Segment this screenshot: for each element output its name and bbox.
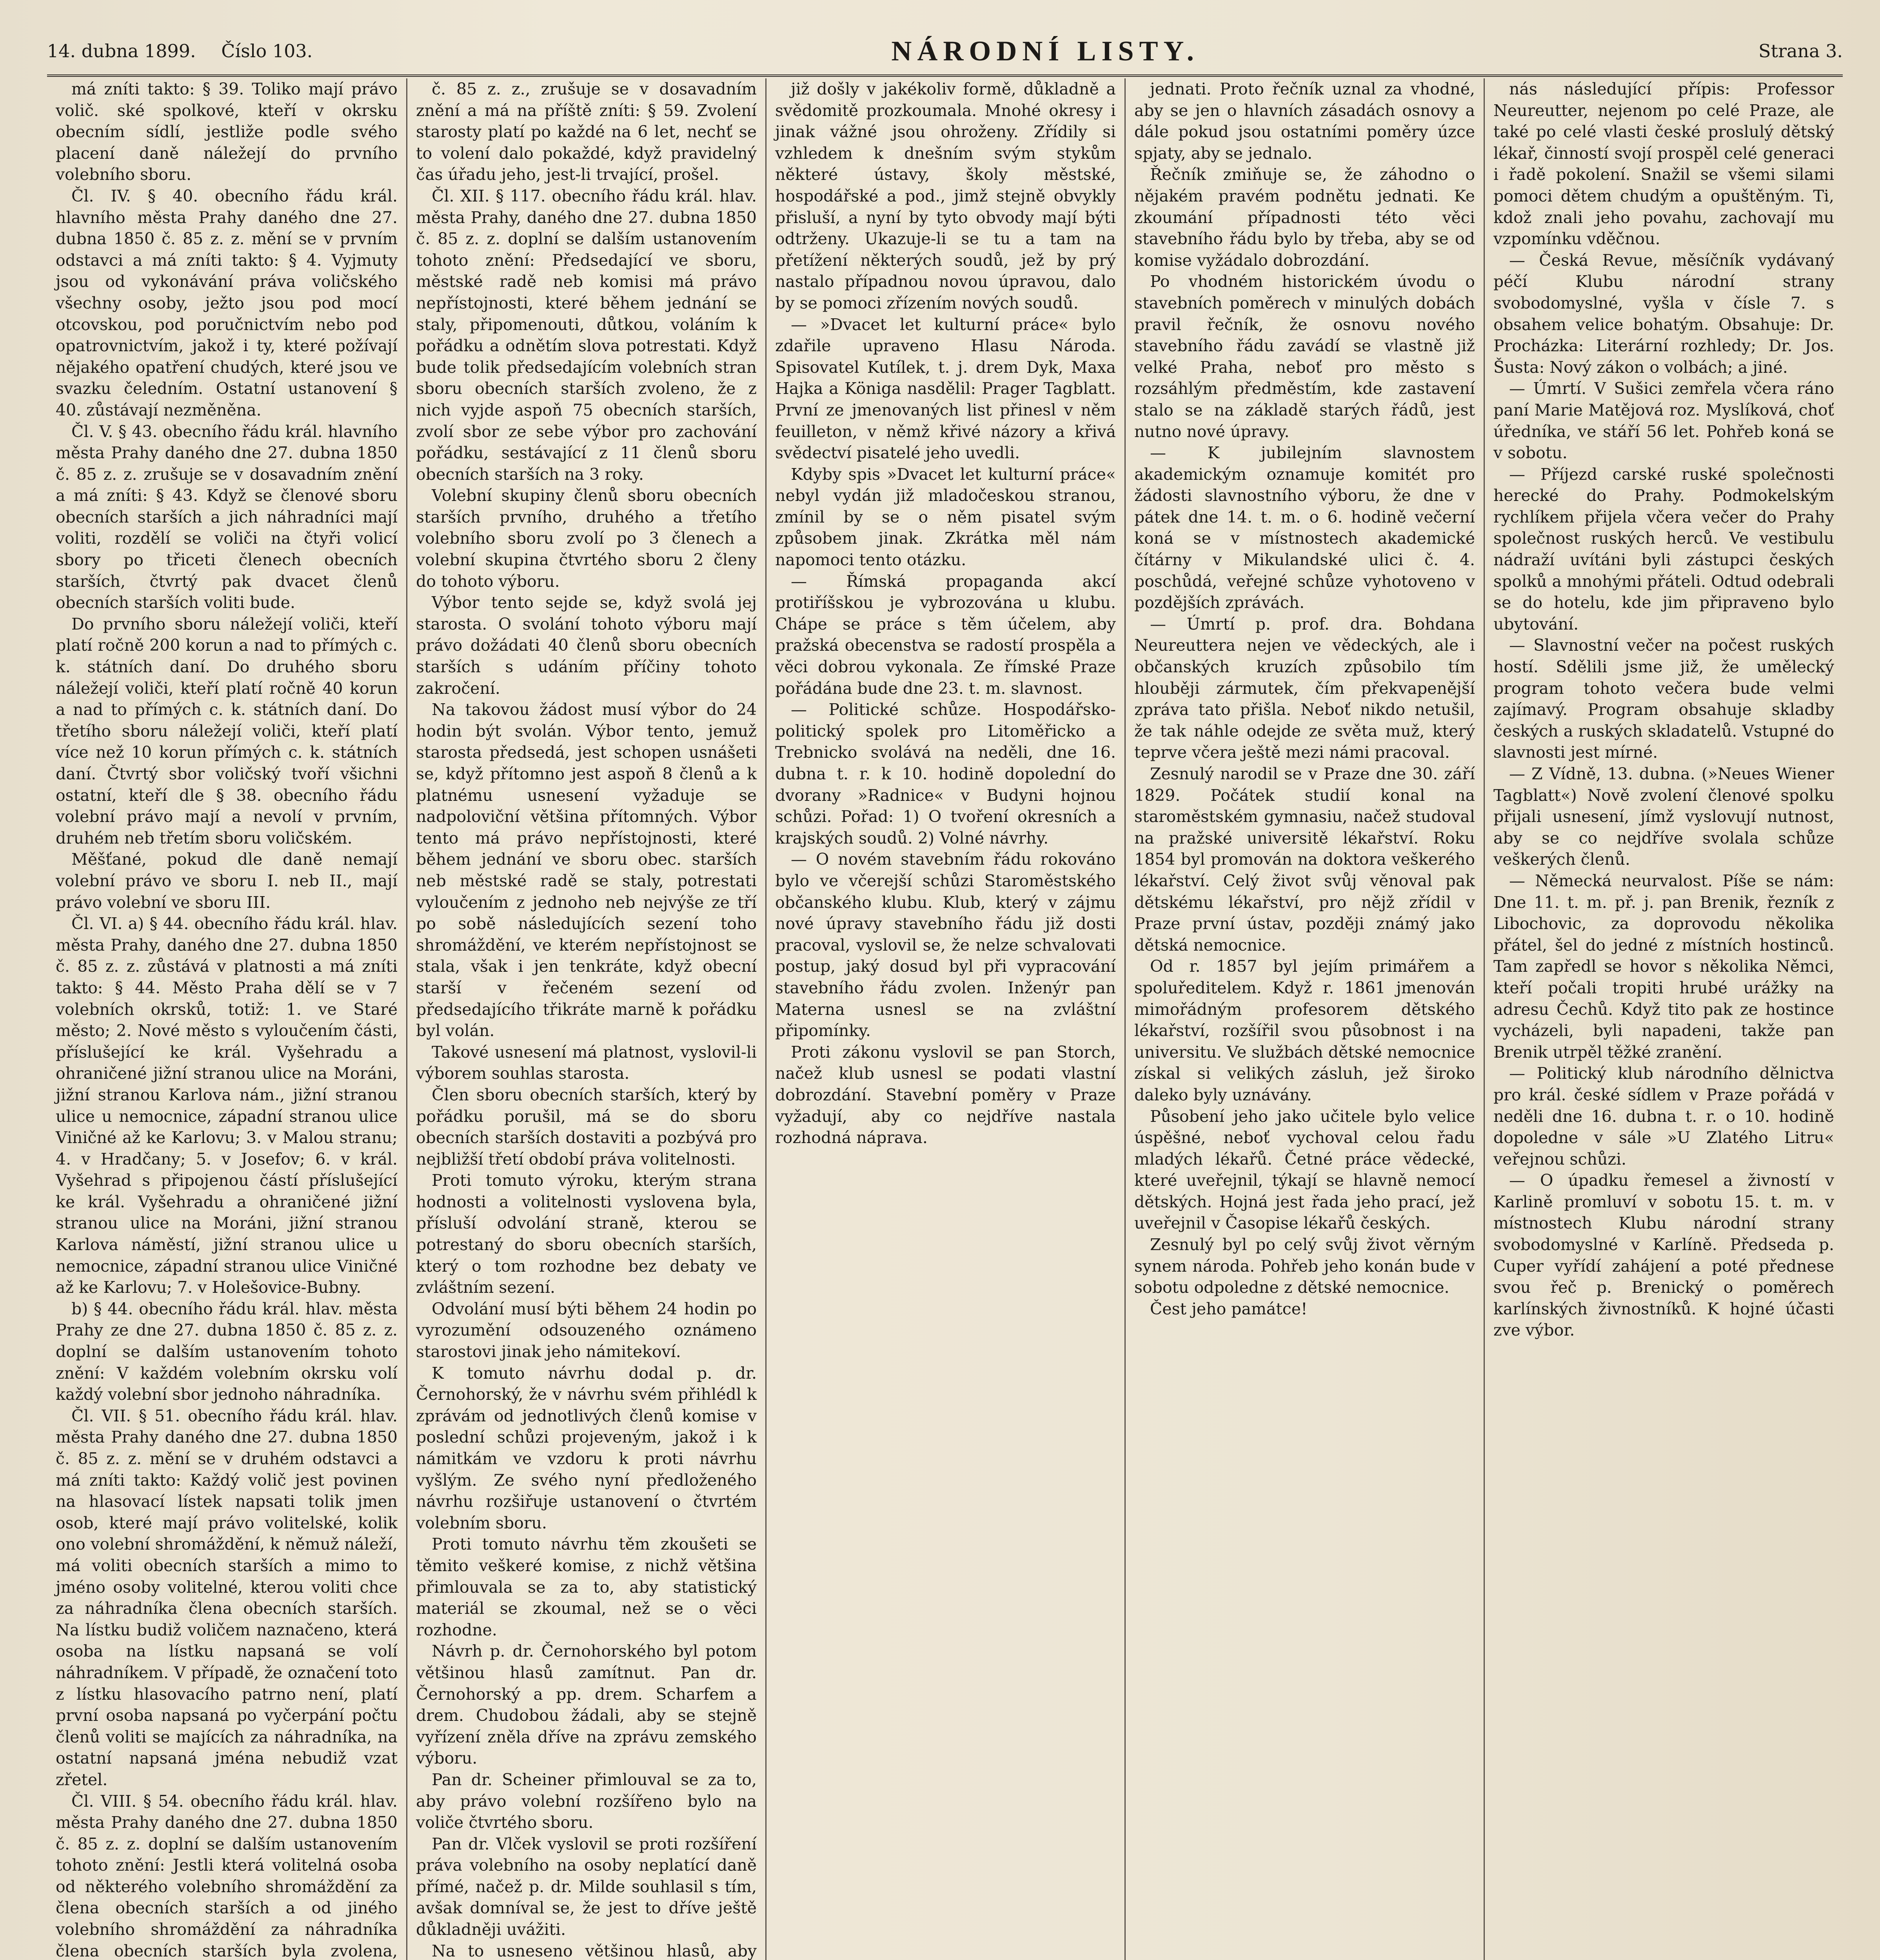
paragraph: č. 85 z. z., zrušuje se v dosavadním znění a má na příště zníti: § 59. Zvolení starosty platí po každé na 6 let, nechť se to volení dalo pokaždé, když pravidelný čas úřadu jeho, jest-li trvající, prošel. <box>416 80 757 184</box>
paragraph: — Politický klub národního dělnictva pro král. české sídlem v Praze pořádá v neděli dne 16. dubna t. r. o 10. hodině dopoledne v sále »U Zlatého Litru« veřejnou schůzi. <box>1493 1064 1834 1169</box>
paragraph: b) § 44. obecního řádu král. hlav. města Prahy ze dne 27. dubna 1850 č. 85 z. z. doplní se dalším ustanovením tohoto znění: V každém volebním okrsku volí každý volební sbor jednoho náhradníka. <box>56 1299 398 1404</box>
paragraph: — »Dvacet let kulturní práce« bylo zdařile upraveno Hlasu Národa. Spisovatel Kutílek, t. j. drem Dyk, Maxa Hajka a Königa nasdělil: Prager Tagblatt. První ze jmenovaných list přinesl v něm feuilleton, v němž křivé názory a křivá svědectví pisatelé jeho uvedli. <box>775 315 1116 463</box>
paragraph: Čl. V. § 43. obecního řádu král. hlavního města Prahy daného dne 27. dubna 1850 č. 85 z. z. zrušuje se v dosavadním znění a má zníti: § 43. Když se členové sboru obecních starších a jich náhradníci mají voliti, rozdělí se voliči na čtyři volicí sbory po třiceti členech obecních starších, čtvrtý pak dvacet členů obecních starších voliti bude. <box>56 422 398 612</box>
paragraph: — Slavnostní večer na počest ruských hostí. Sdělili jsme již, že umělecký program tohoto večera bude velmi zajímavý. Program obsahuje skladby českých a ruských skladatelů. Vstupné do slavnosti jest mírné. <box>1493 636 1834 762</box>
paragraph: Člen sboru obecních starších, který by pořádku porušil, má se do sboru obecních starších dostaviti a pozbývá pro nejbližší třetí období práva volitelnosti. <box>416 1085 757 1169</box>
paragraph: Výbor tento sejde se, když svolá jej starosta. O svolání tohoto výboru mají právo dožádati 40 členů sboru obecních starších s udáním příčiny tohoto zakročení. <box>416 593 757 698</box>
paragraph: — Politické schůze. Hospodářsko-politický spolek pro Litoměřicko a Trebnicko svolává na neděli, dne 16. dubna t. r. k 10. hodině dopolední do dvorany »Radnice« v Budyni hojnou schůzi. Pořad: 1) O tvoření okresních a krajských soudů. 2) Volné návrhy. <box>775 700 1116 848</box>
masthead-left <box>47 40 332 62</box>
paragraph: Čl. VII. § 51. obecního řádu král. hlav. města Prahy daného dne 27. dubna 1850 č. 85 z. z. mění se v druhém odstavci a má zníti takto: Každý volič jest povinen na hlasovací lístek napsati tolik jmen osob, které mají právo volitelské, kolik ono volební shromáždění, k němuž náleží, má voliti obecních starších a mimo to jméno osoby volitelné, kterou voliti chce za náhradníka člena obecních starších. Na lístku budiž voličem naznačeno, která osoba na lístku napsaná se volí náhradníkem. V případě, že označení toto z lístku hlasovacího patrno není, platí první osoba napsaná po vyčerpání počtu členů voliti se majících za náhradníka, na ostatní napsaná jména nebudiž vzat zřetel. <box>56 1406 398 1789</box>
paragraph: Zesnulý narodil se v Praze dne 30. září 1829. Počátek studií konal na staroměstském gymnasiu, načež studoval na pražské universitě lékařství. Roku 1854 byl promován na doktora veškerého lékařství. Celý život svůj věnoval pak dětskému lékařství, pro nějž zřídil v Praze první ústav, později známý jako dětská nemocnice. <box>1134 764 1475 955</box>
paragraph: K tomuto návrhu dodal p. dr. Černohorský, že v návrhu svém přihlédl k zprávám od jednotlivých členů komise v poslední schůzi projeveným, jakož i k námitkám ve vzdoru k proti návrhu vyšlým. Ze svého nyní předloženého návrhu rozšiřuje ustanovení o čtvrtém volebním sboru. <box>416 1363 757 1532</box>
paragraph: Čl. VIII. § 54. obecního řádu král. hlav. města Prahy daného dne 27. dubna 1850 č. 85 z. z. doplní se dalším ustanovením tohoto znění: Jestli která volitelná osoba od některého volebního shromáždění za člena obecních starších a od jiného volebního shromáždění za náhradníka člena obecních starších byla zvolena, <box>56 1791 398 1960</box>
paragraph: — K jubilejním slavnostem akademickým oznamuje komitét pro žádosti slavnostního výboru, že dne v pátek dne 14. t. m. o 6. hodině večerní koná se v místnostech akademické čítárny v Mikulandské ulici č. 4. poschůdá, veřejné schůze vyhotoveno v pozdějších zprávách. <box>1134 443 1475 612</box>
paragraph: — Římská propaganda akcí protiříšskou je vybrozována u klubu. Chápe se práce s těm účelem, aby pražská obecenstva se radostí prospěla a věci dobrou vykonala. Ze římské Praze pořádána bude dne 23. t. m. slavnost. <box>775 572 1116 698</box>
paragraph: Na takovou žádost musí výbor do 24 hodin být svolán. Výbor tento, jemuž starosta předsedá, jest schopen usnášeti se, když přítomno jest aspoň 8 členů a k platnému usnesení vyžaduje se nadpoloviční většina přítomných. Výbor tento má právo nepřístojnosti, které během jednání ve sboru obec. starších neb městské radě se staly, potrestati vyloučením z jednoho neb nejvýše ze tří po sobě následujících sezení toho shromáždění, ve kterém nepřístojnost se stala, však i jen tenkráte, když obecní starší v řečeném sezení od předsedajícího třikráte marně k pořádku byl volán. <box>416 700 757 1040</box>
paragraph: Proti tomuto návrhu těm zkoušeti se těmito veškeré komise, z nichž většina přimlouvala se za to, aby statistický materiál se zkoumal, než se o věci rozhodne. <box>416 1535 757 1639</box>
column-5 <box>1484 78 1843 1960</box>
paragraph: Pan dr. Scheiner přimlouval se za to, aby právo volební rozšířeno bylo na voliče čtvrtého sboru. <box>416 1770 757 1832</box>
paragraph: Měšťané, pokud dle daně nemají volební právo ve sboru I. neb II., mají právo volební ve sboru III. <box>56 850 398 912</box>
paragraph: Kdyby spis »Dvacet let kulturní práce« nebyl vydán již mladočeskou stranou, zmínil by se o něm pisatel svým způsobem jinak. Zkrátka měl nám napomoci tento otázku. <box>775 465 1116 570</box>
paragraph: Čest jeho památce! <box>1150 1299 1308 1318</box>
paragraph: — Z Vídně, 13. dubna. (»Neues Wiener Tagblatt«) Nově zvolení členové spolku přijali usnesení, jímž vyslovují nutnost, aby se co nejdříve svolala schůze veškerých členů. <box>1493 764 1834 869</box>
newspaper-title: NÁRODNÍ LISTY. <box>891 35 1199 67</box>
paragraph: Pan dr. Vlček vyslovil se proti rozšíření práva volebního na osoby neplatící daně přímé, načež p. dr. Milde souhlasil s tím, avšak domníval se, že jest to dříve ještě důkladněji uvážiti. <box>416 1834 757 1939</box>
paragraph: — Příjezd carské ruské společnosti herecké do Prahy. Podmokelským rychlíkem přijela včera večer do Prahy společnost ruských herců. Ve vestibulu nádraží uvítáni byli zástupci českých spolků a mnohými přáteli. Odtud odebrali se do hotelu, kde jim připraveno bylo ubytování. <box>1493 465 1834 633</box>
paragraph: Volební skupiny členů sboru obecních starších prvního, druhého a třetího volebního sboru zvolí po 3 členech a volební skupina čtvrtého sboru 2 členy do tohoto výboru. <box>416 486 757 591</box>
paragraph: Takové usnesení má platnost, vyslovil-li výborem souhlas starosta. <box>416 1042 757 1083</box>
column-2 <box>406 78 765 1960</box>
paragraph: — Německá neurvalost. Píše se nám: Dne 11. t. m. př. j. pan Brenik, řezník z Libochovic, za doprovodu několika přátel, šel do jedné z místních hostinců. Tam zapředl se hovor s několika Němci, kteří počali tropiti hrubé urážky na adresu Čechů. Když tito pak ze hostince vycházeli, byli napadeni, takže pan Brenik utrpěl těžké zranění. <box>1493 871 1834 1062</box>
paragraph: Proti zákonu vyslovil se pan Storch, načež klub usnesl se podati vlastní dobrozdání. Stavební poměry v Praze vyžadují, aby co nejdříve nastala rozhodná náprava. <box>775 1042 1116 1147</box>
paragraph: — O úpadku řemesel a živností v Karlině promluví v sobotu 15. t. m. v místnostech Klubu národní strany svobodomyslné v Karlíně. Předseda p. Cuper vyřídí zahájení a poté přednese svou řeč p. Brenický o poměrech karlínských živnostníků. K hojné účasti zve výbor. <box>1493 1171 1834 1340</box>
column-4 <box>1124 78 1484 1960</box>
paragraph: Do prvního sboru náležejí voliči, kteří platí ročně 200 korun a nad to přímých c. k. státních daní. Do druhého sboru náležejí voliči, kteří platí ročně 40 korun a nad to přímých c. k. státních daní. Do třetího sboru náležejí voliči, kteří platí více než 10 korun přímých c. k. státních daní. Čtvrtý sbor voličský tvoří všichni ostatní, kteří dle § 38. obecního řádu volební právo mají a nevolí v prvním, druhém neb třetím sboru voličském. <box>56 614 398 848</box>
article-columns <box>47 78 1843 1960</box>
paragraph: Po vhodném historickém úvodu o stavebních poměrech v minulých dobách pravil řečník, že osnovu nového stavebního řádu zavádí se vlastně již velké Praha, neboť pro město s rozsáhlým předměstím, kde zastavení stalo se na základě starých řádů, jest nutno nové úpravy. <box>1134 272 1475 441</box>
masthead <box>47 27 1843 77</box>
paragraph: — O novém stavebním řádu rokováno bylo ve včerejší schůzi Staroměstského občanského klubu. Klub, který v zájmu nové úpravy stavebního řádu již dosti pracoval, vyslovil se, že nelze schvalovati postup, jaký dosud byl při vypracování stavebního řádu zvolen. Inženýr pan Materna usnesl se na zvláštní připomínky. <box>775 850 1116 1040</box>
paragraph: — Úmrtí p. prof. dra. Bohdana Neureuttera nejen ve vědeckých, ale i občanských kruzích způsobilo tím hlouběji zármutek, čím překvapenější zpráva tato přišla. Neboť nikdo netušil, že tak náhle odejde ze světa muž, který teprve včera ještě mezi námi pracoval. <box>1134 614 1475 762</box>
paragraph: jednati. Proto řečník uznal za vhodné, aby se jen o hlavních zásadách osnovy a dále pokud jsou ostatními poměry úzce spjaty, aby se jednalo. <box>1134 80 1475 163</box>
paragraph: Řečník zmiňuje se, že záhodno o nějakém pravém podnětu jednati. Ke zkoumání případnosti této věci stavebního řádu bylo by třeba, aby se od komise vyžádalo dobrozdání. <box>1134 165 1475 270</box>
paragraph: Působení jeho jako učitele bylo velice úspěšné, neboť vychoval celou řadu mladých lékařů. Četné práce vědecké, které uveřejnil, týkají se hlavně nemocí dětských. Hojná jest řada jeho prací, jež uveřejnil v Časopise lékařů českých. <box>1134 1107 1475 1233</box>
paragraph: Návrh p. dr. Černohorského byl potom většinou hlasů zamítnut. Pan dr. Černohorský a pp. drem. Scharfem a drem. Chudobou žádali, aby se stejně vyřízení zněla dříve na zprávu zemského výboru. <box>416 1642 757 1768</box>
paragraph: již došly v jakékoliv formě, důkladně a svědomitě prozkoumala. Mnohé okresy i jinak vážné jsou ohroženy. Zřídily si vzhledem k dnešním svým stykům některé ústavy, školy městské, hospodářské a pod., jimž stejně obvykly přisluší, a nyní by tyto obvody mají býti odtrženy. Ukazuje-li se tu a tam na přetížení některých soudů, jež by prý nastalo případnou novou úpravou, dalo by se pomoci zřízením nových soudů. <box>775 80 1116 312</box>
paragraph: Čl. IV. § 40. obecního řádu král. hlavního města Prahy daného dne 27. dubna 1850 č. 85 z. z. mění se v prvním odstavci a má zníti takto: § 4. Vyjmuty jsou od vykonávání práva voličského všechny osoby, ježto jsou pod mocí otcovskou, pod poručnictvím nebo pod opatrovnictvím, jakož i ty, které požívají nějakého opatření chudých, které jsou ve svazku čeledním. Ostatní ustanovení § 40. zůstávají nezměněna. <box>56 186 398 419</box>
paragraph: Od r. 1857 byl jejím primářem a spoluředitelem. Když r. 1861 jmenován mimořádným profesorem dětského lékařství, rozšířil svou působnost i na universitu. Ve službách dětské nemocnice získal si velikých zásluh, jež široko daleko byly uznávány. <box>1134 957 1475 1104</box>
page-number: Strana 3. <box>1758 40 1843 62</box>
column-3 <box>765 78 1124 1960</box>
paragraph: — Česká Revue, měsíčník vydávaný péčí Klubu národní strany svobodomyslné, vyšla v čísle 7. s obsahem velice bohatým. Obsahuje: Dr. Procházka: Literární rozhledy; Dr. Jos. Šusta: Nový zákon o volbách; a jiné. <box>1493 250 1834 377</box>
issue-date: 14. dubna 1899. <box>47 40 196 62</box>
issue-number: Číslo 103. <box>221 40 313 62</box>
paragraph: Čl. XII. § 117. obecního řádu král. hlav. města Prahy, daného dne 27. dubna 1850 č. 85 z. z. doplní se dalším ustanovením tohoto znění: Předsedající ve sboru, městské radě neb komisi má právo nepřístojnosti, které během jednání se staly, připomenouti, důtkou, voláním k pořádku a odnětím slova potrestati. Když bude tolik předsedajícím volebních stran sboru obecních starších zvoleno, že z nich vyjde aspoň 75 obecních starších, zvolí sbor ze sebe výbor pro zachování pořádku, sestávající z 11 členů sboru obecních starších na 3 roky. <box>416 186 757 484</box>
paragraph: má zníti takto: § 39. Toliko mají právo volič. ské spolkové, kteří v okrsku obecním sídlí, jestliže podle svého placení daně náležejí do prvního volebního sboru. <box>56 80 398 184</box>
paragraph: Na to usneseno většinou hlasů, aby <box>432 1941 757 1960</box>
paragraph: Zesnulý byl po celý svůj život věrným synem národa. Pohřeb jeho konán bude v sobotu odpoledne z dětské nemocnice. <box>1134 1235 1475 1297</box>
paragraph: — Úmrtí. V Sušici zemřela včera ráno paní Marie Matějová roz. Myslíková, choť úředníka, ve stáří 56 let. Pohřeb koná se v sobotu. <box>1493 379 1834 463</box>
paragraph: nás následující přípis: Professor Neureutter, nejenom po celé Praze, ale také po celé vlasti české proslulý dětský lékař, činností svojí prospěl celé generaci i řadě pokolení. Snažil se všemi silami pomoci dětem chudým a opuštěným. Ti, kdož znali jeho povahu, zachovají mu vzpomínku vděčnou. <box>1493 80 1834 249</box>
column-1 <box>47 78 406 1960</box>
paragraph: Čl. VI. a) § 44. obecního řádu král. hlav. města Prahy, daného dne 27. dubna 1850 č. 85 z. z. zůstává v platnosti a má zníti takto: § 44. Město Praha dělí se v 7 volebních okrsků, totiž: 1. ve Staré město; 2. Nové město s vyloučením části, příslušející ke král. Vyšehradu a ohraničené jižní stranou ulice na Moráni, jižní stranou Karlova nám., jižní stranou ulice u nemocnice, západní stranou ulice Viničné až ke Karlovu; 3. v Malou stranu; 4. v Hradčany; 5. v Josefov; 6. v král. Vyšehrad s připojenou částí příslušející ke král. Vyšehradu a ohraničené jižní stranou ulice na Moráni, jižní stranou Karlova náměstí, jižní stranou ulice u nemocnice, západní stranou ulice Viničné až ke Karlovu; 7. v Holešovice-Bubny. <box>56 914 398 1297</box>
paragraph: Proti tomuto výroku, kterým strana hodnosti a volitelnosti vyslovena byla, přísluší odvolání straně, kterou se potrestaný do sboru obecních starších, který o tom rozhodne bez debaty ve zvláštním sezení. <box>416 1171 757 1297</box>
paragraph: Odvolání musí býti během 24 hodin po vyrozumění odsouzeného oznámeno starostovi jinak jeho námitekoví. <box>416 1299 757 1361</box>
